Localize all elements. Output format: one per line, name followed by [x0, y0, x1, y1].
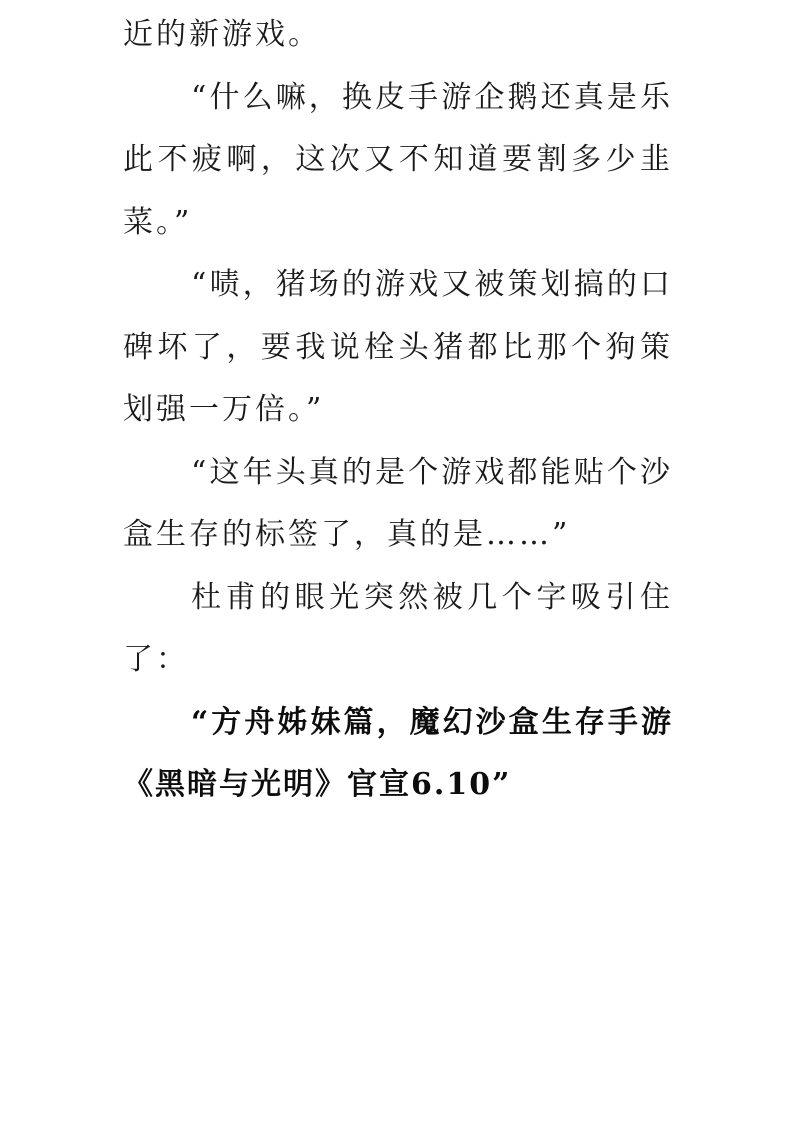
- paragraph-dialogue-2: “啧，猪场的游戏又被策划搞的口碑坏了，要我说栓头猪都比那个狗策划强一万倍。”: [123, 267, 673, 427]
- paragraph-headline-quote: “方舟姊妹篇，魔幻沙盒生存手游《黑暗与光明》官宣6.10”: [123, 704, 673, 802]
- paragraph-narration: 杜甫的眼光突然被几个字吸引住了：: [123, 579, 673, 677]
- paragraph-dialogue-3: “这年头真的是个游戏都能贴个沙盒生存的标签了，真的是……”: [123, 454, 673, 552]
- paragraph-continuation: 近的新游戏。: [123, 17, 321, 52]
- body-text: [123, 0, 673, 817]
- paragraph-dialogue-1: “什么嘛，换皮手游企鹅还真是乐此不疲啊，这次又不知道要割多少韭菜。”: [123, 79, 673, 240]
